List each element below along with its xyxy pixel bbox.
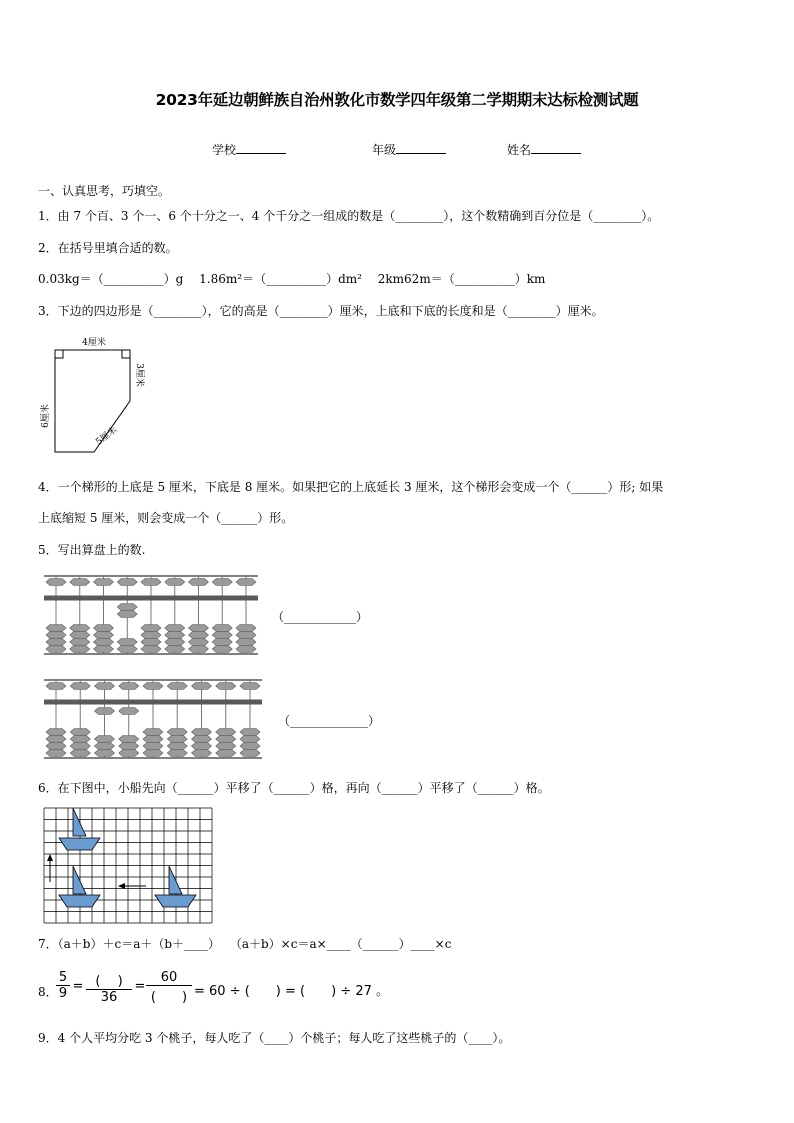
abacus-bead xyxy=(141,632,161,639)
right-side-label: 3厘米 xyxy=(134,363,144,387)
question-5: 5．写出算盘上的数. xyxy=(38,543,146,557)
school-label: 学校 xyxy=(212,143,237,157)
boat-icon xyxy=(59,808,100,850)
abacus-bead xyxy=(236,632,256,639)
abacus-bead xyxy=(216,683,236,690)
school-field xyxy=(212,141,286,158)
abacus-bead xyxy=(167,729,187,736)
abacus-bead xyxy=(143,743,163,750)
abacus-bead xyxy=(212,625,232,632)
fraction-2 xyxy=(86,970,132,1005)
abacus-bead xyxy=(46,639,66,646)
abacus-bead xyxy=(70,632,90,639)
abacus-bead xyxy=(165,639,185,646)
abacus-bead xyxy=(236,646,256,653)
question-2: 2．在括号里填合适的数。 xyxy=(38,241,178,255)
abacus-bead xyxy=(141,625,161,632)
abacus-bead xyxy=(119,736,139,743)
abacus-bead xyxy=(165,646,185,653)
abacus-bead xyxy=(167,736,187,743)
abacus-bead xyxy=(216,743,236,750)
abacus-bead xyxy=(165,579,185,586)
abacus-2-answer: （_____________） xyxy=(278,714,381,728)
denominator: 9 xyxy=(56,985,70,1001)
grade-label: 年级 xyxy=(372,143,397,157)
abacus-bead xyxy=(46,579,66,586)
question-1: 1．由 7 个百、3 个一、6 个十分之一、4 个千分之一组成的数是（________），这个数精确到百分位是（________）。 xyxy=(38,209,660,223)
abacus-bead xyxy=(70,625,90,632)
abacus-bead xyxy=(70,743,90,750)
abacus-1 xyxy=(44,574,258,656)
abacus-bead xyxy=(212,632,232,639)
abacus-bead xyxy=(46,736,66,743)
abacus-bead xyxy=(192,750,212,757)
abacus-bead xyxy=(141,579,161,586)
abacus-bead xyxy=(95,736,115,743)
abacus-bead xyxy=(119,708,139,715)
left-side-label: 6厘米 xyxy=(41,404,51,428)
abacus-2 xyxy=(44,678,262,760)
abacus-bead xyxy=(236,579,256,586)
abacus-bead xyxy=(94,639,114,646)
denominator: 36 xyxy=(86,989,132,1005)
equals-sign: = xyxy=(72,979,84,994)
abacus-bead xyxy=(240,743,260,750)
abacus-bead xyxy=(216,736,236,743)
section-heading: 一、认真思考，巧填空。 xyxy=(38,184,171,198)
abacus-bead xyxy=(192,729,212,736)
abacus-bead xyxy=(236,639,256,646)
grade-blank[interactable] xyxy=(396,141,446,154)
abacus-bead xyxy=(143,736,163,743)
arrow-up-icon xyxy=(47,854,53,882)
abacus-bead xyxy=(70,729,90,736)
question-9: 9．4 个人平均分吃 3 个桃子，每人吃了（____）个桃子；每人吃了这些桃子的（____）。 xyxy=(38,1031,511,1045)
abacus-bead xyxy=(212,646,232,653)
numerator-blank[interactable]: ( ) xyxy=(95,974,123,989)
abacus-bead xyxy=(70,639,90,646)
abacus-bead xyxy=(46,750,66,757)
abacus-bead xyxy=(95,743,115,750)
abacus-bead xyxy=(70,736,90,743)
abacus-bead xyxy=(167,750,187,757)
abacus-bead xyxy=(236,625,256,632)
abacus-bead xyxy=(189,579,209,586)
abacus-bead xyxy=(192,683,212,690)
abacus-bead xyxy=(119,750,139,757)
fraction-1 xyxy=(56,970,70,1001)
abacus-bead xyxy=(95,683,115,690)
question-8-label: 8． xyxy=(38,985,58,999)
abacus-bead xyxy=(94,646,114,653)
fraction-3 xyxy=(146,970,192,1005)
name-label: 姓名 xyxy=(507,143,532,157)
page-title: 2023年延边朝鲜族自治州敦化市数学四年级第二学期期末达标检测试题 xyxy=(155,91,639,109)
question-8-tail: = 60 ÷ ( ) = ( ) ÷ 27 。 xyxy=(194,984,390,999)
abacus-bead xyxy=(189,646,209,653)
slant-side-label: 5厘米 xyxy=(94,425,120,448)
name-blank[interactable] xyxy=(531,141,581,154)
grade-field xyxy=(372,141,446,158)
abacus-bead xyxy=(141,646,161,653)
abacus-bead xyxy=(143,683,163,690)
equals-sign: = xyxy=(134,979,146,994)
abacus-bead xyxy=(167,683,187,690)
abacus-bead xyxy=(167,743,187,750)
abacus-bead xyxy=(240,736,260,743)
name-field xyxy=(507,141,581,158)
arrow-left-icon xyxy=(118,883,146,889)
question-2-items: 0.03kg＝（__________）g 1.86m²＝（__________）dm² 2km62m＝（__________）km xyxy=(38,272,546,286)
question-4-line1: 4．一个梯形的上底是 5 厘米，下底是 8 厘米。如果把它的上底延长 3 厘米，这个梯形会变成一个（______）形; 如果 xyxy=(38,480,664,494)
abacus-bead xyxy=(117,604,137,611)
abacus-bead xyxy=(95,750,115,757)
abacus-bead xyxy=(94,625,114,632)
abacus-bead xyxy=(46,625,66,632)
abacus-bead xyxy=(94,579,114,586)
abacus-bead xyxy=(143,729,163,736)
question-7: 7．（a＋b）＋c＝a＋（b＋____） （a＋b）×c＝a×____（______）____×c xyxy=(38,937,452,951)
abacus-bead xyxy=(189,639,209,646)
abacus-bead xyxy=(70,579,90,586)
translation-grid xyxy=(44,808,212,924)
abacus-bead xyxy=(189,625,209,632)
abacus-bead xyxy=(117,646,137,653)
top-side-label: 4厘米 xyxy=(82,338,106,348)
abacus-bead xyxy=(119,683,139,690)
abacus-1-answer: （____________） xyxy=(272,610,369,624)
abacus-bead xyxy=(240,729,260,736)
abacus-bead xyxy=(240,750,260,757)
boat-icon xyxy=(155,866,196,907)
denominator-blank[interactable]: ( ) xyxy=(146,985,192,1005)
question-6: 6．在下图中，小船先向（______）平移了（______）格，再向（______）平移了（______）格。 xyxy=(38,781,550,795)
question-4-line2: 上底缩短 5 厘米，则会变成一个（______）形。 xyxy=(38,511,294,525)
boat-icon xyxy=(59,866,100,907)
abacus-bead xyxy=(95,708,115,715)
numerator: 60 xyxy=(160,970,178,985)
abacus-bead xyxy=(141,639,161,646)
school-blank[interactable] xyxy=(236,141,286,154)
abacus-bead xyxy=(70,683,90,690)
abacus-bead xyxy=(46,632,66,639)
abacus-bead xyxy=(212,579,232,586)
abacus-bead xyxy=(165,632,185,639)
numerator: 5 xyxy=(58,970,68,985)
abacus-bead xyxy=(46,646,66,653)
abacus-bead xyxy=(117,611,137,618)
abacus-bead xyxy=(192,736,212,743)
abacus-bead xyxy=(117,579,137,586)
question-3: 3．下边的四边形是（________），它的高是（________）厘米，上底和下底的长度和是（________）厘米。 xyxy=(38,304,604,318)
abacus-bead xyxy=(189,632,209,639)
abacus-bead xyxy=(46,683,66,690)
abacus-bead xyxy=(119,743,139,750)
abacus-bead xyxy=(70,750,90,757)
quadrilateral-figure xyxy=(38,330,158,460)
abacus-bead xyxy=(192,743,212,750)
abacus-bead xyxy=(143,750,163,757)
abacus-bead xyxy=(46,743,66,750)
abacus-bead xyxy=(216,750,236,757)
abacus-bead xyxy=(94,632,114,639)
abacus-bead xyxy=(70,646,90,653)
abacus-bead xyxy=(46,729,66,736)
abacus-bead xyxy=(165,625,185,632)
abacus-bead xyxy=(212,639,232,646)
abacus-bead xyxy=(216,729,236,736)
abacus-bead xyxy=(240,683,260,690)
abacus-bead xyxy=(117,639,137,646)
